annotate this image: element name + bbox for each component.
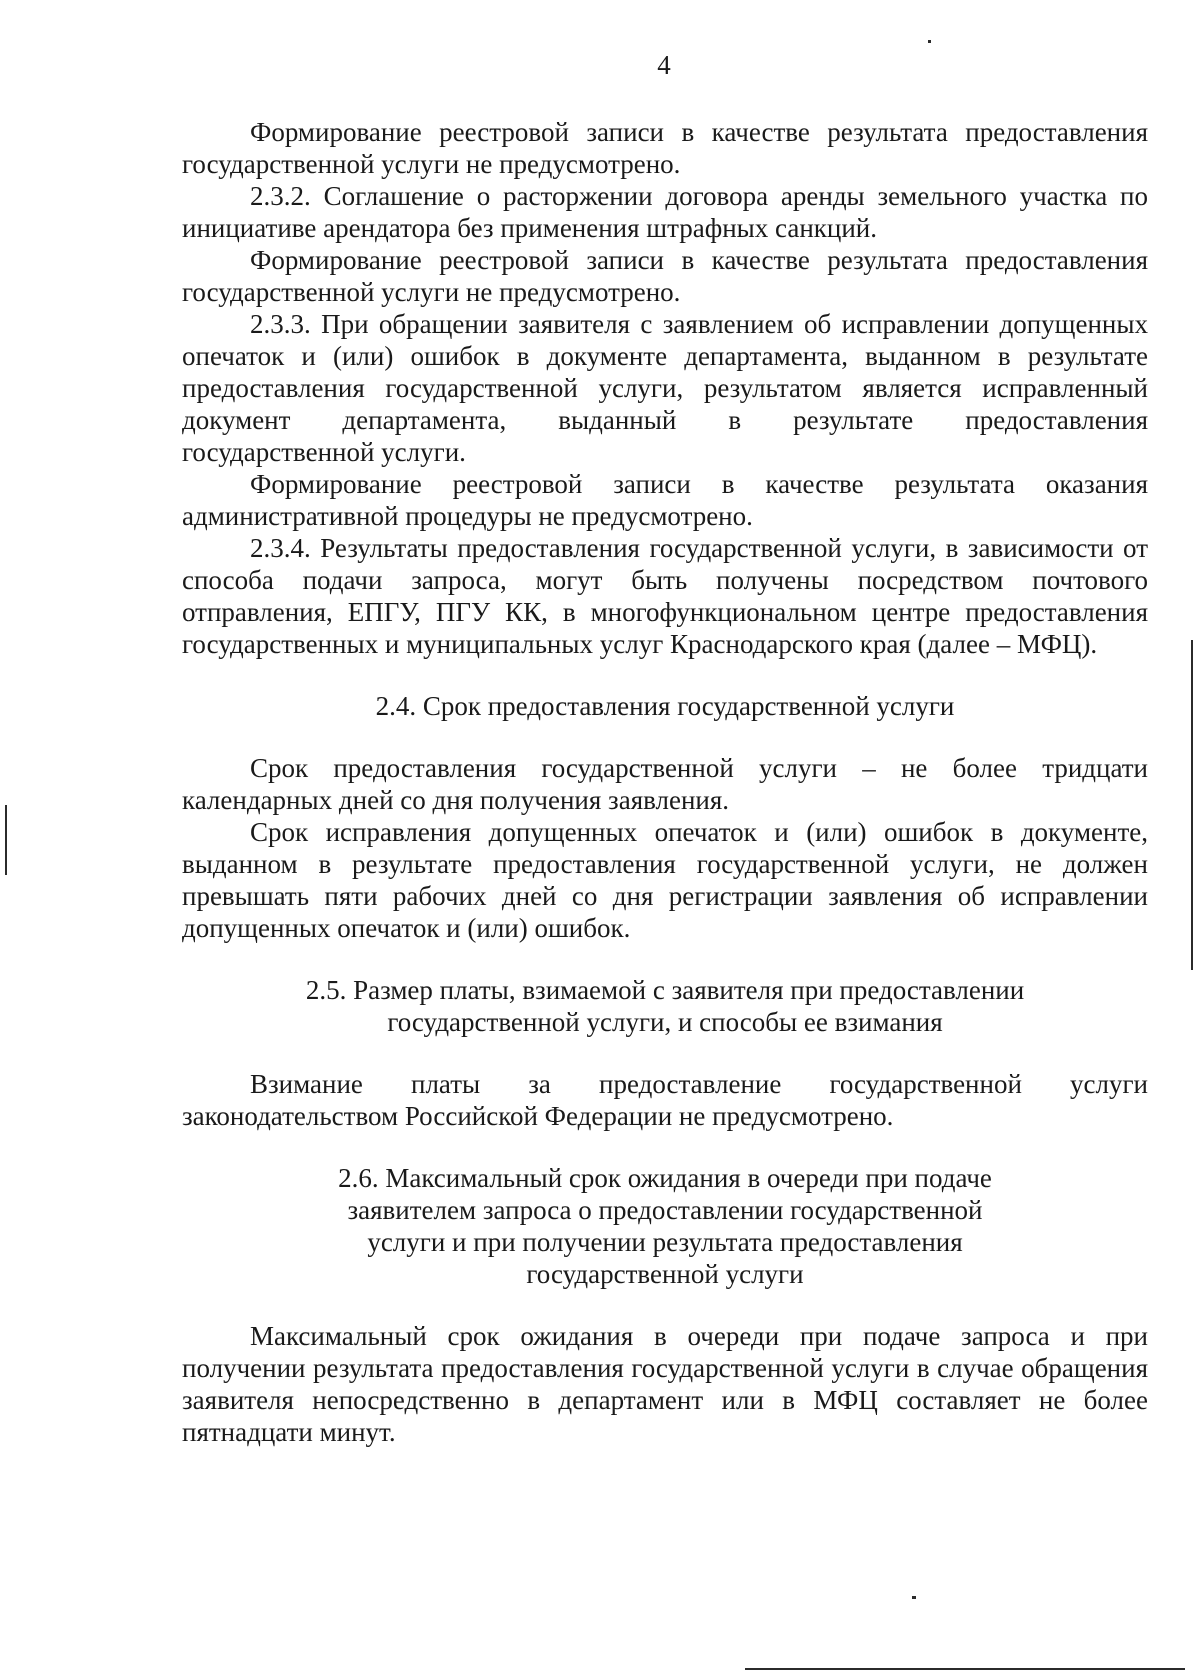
paragraph-2-3-3: 2.3.3. При обращении заявителя с заявлением об исправлении допущенных опечаток и (или) ошибок в документе департамента, выданном в результате предоставления государственной услуги, результатом является исправленный документ департамента, выданный в результате предоставления bbox=[182, 309, 1148, 435]
heading-2-6 bbox=[182, 1162, 1148, 1290]
paragraph-registry-record-3: Формирование реестровой записи в качестве результата оказания административной процедуры не предусмотрено. bbox=[182, 469, 1148, 531]
paragraph-2-3-3-end: государственной услуги. bbox=[182, 437, 466, 467]
scan-line-left bbox=[5, 805, 7, 875]
page-number: 4 bbox=[657, 50, 671, 80]
heading-2-4: 2.4. Срок предоставления государственной услуги bbox=[375, 691, 955, 721]
section-2-4-body bbox=[182, 752, 1148, 944]
heading-2-5-line-1: 2.5. Размер платы, взимаемой с заявителя при предоставлении bbox=[305, 975, 1025, 1005]
heading-2-6-line-2: заявителем запроса о предоставлении государственной bbox=[347, 1195, 983, 1225]
paragraph-fee-line-1: Взимание платы за предоставление государственной услуги bbox=[250, 1069, 1148, 1099]
heading-2-6-line-1: 2.6. Максимальный срок ожидания в очереди при подаче bbox=[338, 1163, 992, 1193]
heading-2-6-line-3: услуги и при получении результата предоставления bbox=[367, 1227, 963, 1257]
paragraph-registry-record-2: Формирование реестровой записи в качестве результата предоставления государственной услуги не предусмотрено. bbox=[182, 245, 1148, 307]
heading-2-5-line-2: государственной услуги, и способы ее взимания bbox=[387, 1007, 943, 1037]
heading-2-5 bbox=[182, 974, 1148, 1038]
paragraph-2-3-2: 2.3.2. Соглашение о расторжении договора аренды земельного участка по инициативе арендатора без применения штрафных санкций. bbox=[182, 181, 1148, 243]
paragraph-service-term: Срок предоставления государственной услуги – не более тридцати календарных дней со дня получения заявления. bbox=[182, 753, 1148, 815]
paragraph-2-3-4: 2.3.4. Результаты предоставления государственной услуги, в зависимости от способа подачи запроса, могут быть получены посредством почтового отправления, ЕПГУ, ПГУ КК, в многофункциональном центре предоставления государственных и муниципальных услуг Краснодарского края (далее – МФЦ). bbox=[182, 533, 1148, 659]
paragraph-registry-record-1: Формирование реестровой записи в качестве результата предоставления государственной услуги не предусмотрено. bbox=[182, 117, 1148, 179]
paragraph-queue-wait: Максимальный срок ожидания в очереди при подаче запроса и при получении результата предоставления государственной услуги в случае обращения заявителя непосредственно в департамент или в МФЦ составляет не более пятнадцати минут. bbox=[182, 1321, 1148, 1447]
paragraph-correction-term: Срок исправления допущенных опечаток и (или) ошибок в документе, выданном в результате предоставления государственной услуги, не должен превышать пяти рабочих дней со дня регистрации заявления об исправлении допущенных опечаток и (или) ошибок. bbox=[182, 817, 1148, 943]
document-body bbox=[182, 116, 1148, 1448]
section-2-6-body bbox=[182, 1320, 1148, 1448]
heading-2-6-line-4: государственной услуги bbox=[526, 1259, 804, 1289]
scan-line-right bbox=[1191, 640, 1193, 970]
scan-dot-bottom bbox=[912, 1596, 916, 1599]
paragraph-fee-line-2: законодательством Российской Федерации не предусмотрено. bbox=[182, 1101, 894, 1131]
scan-line-bottom bbox=[745, 1668, 1185, 1670]
scan-dot-top bbox=[928, 40, 931, 43]
section-2-5-body bbox=[182, 1068, 1148, 1132]
